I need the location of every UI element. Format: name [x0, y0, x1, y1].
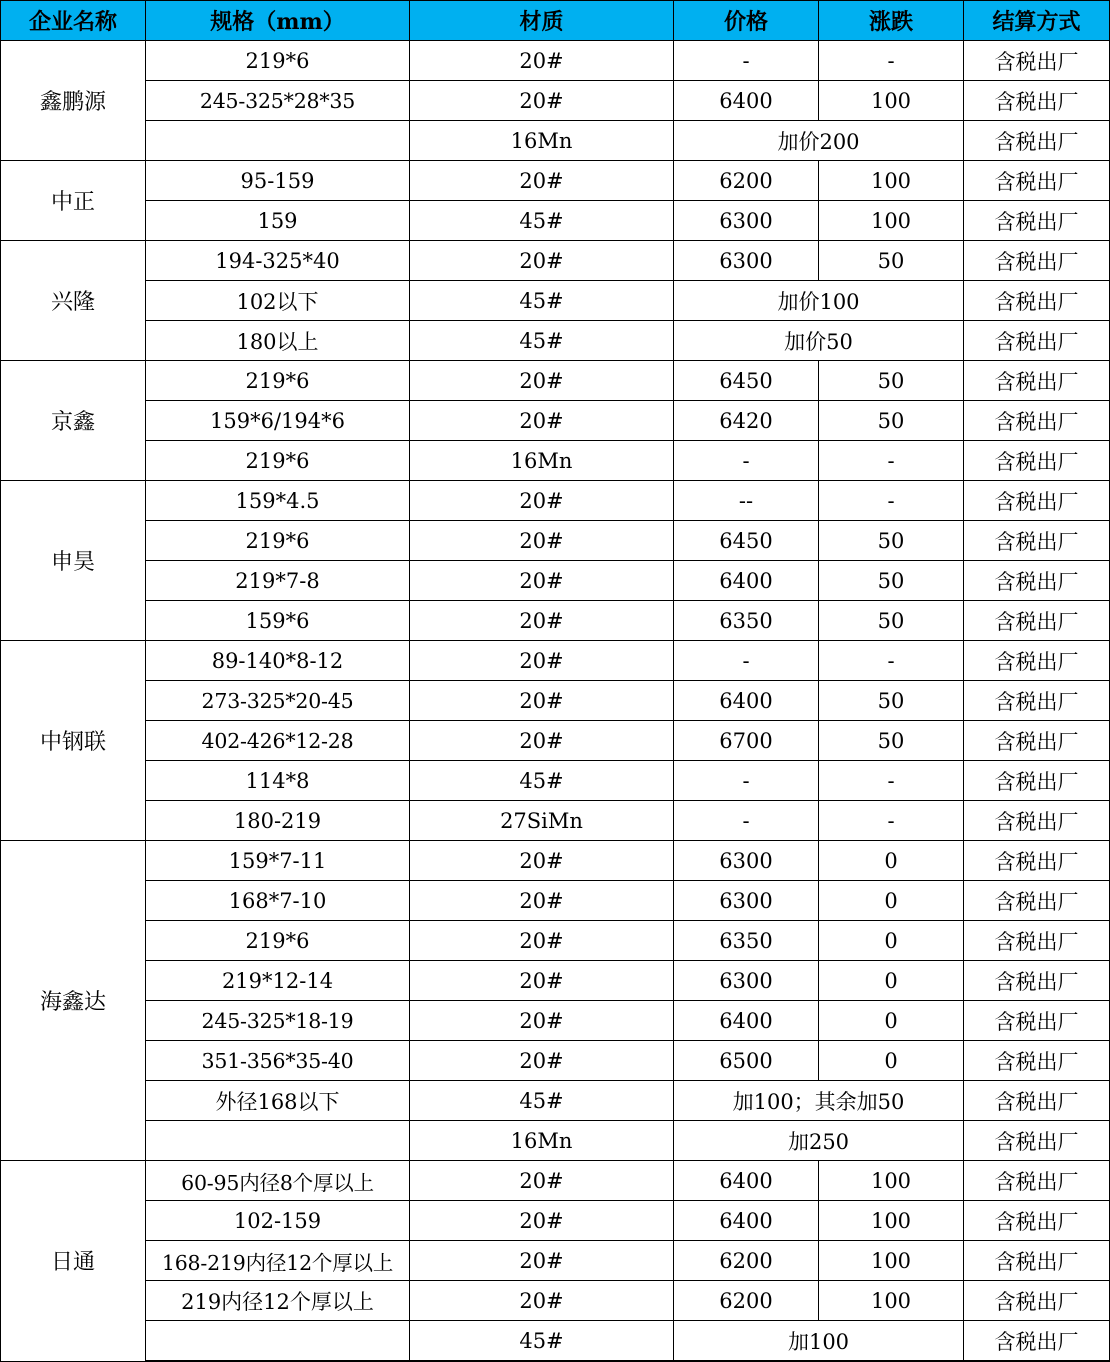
change-cell: 100	[819, 1201, 964, 1241]
spec-cell: 159*4.5	[146, 481, 410, 521]
material-cell: 20#	[410, 921, 674, 961]
header-price: 价格	[674, 1, 819, 41]
change-cell: -	[819, 481, 964, 521]
material-cell: 16Mn	[410, 441, 674, 481]
spec-cell: 219*6	[146, 41, 410, 81]
material-cell: 20#	[410, 241, 674, 281]
settlement-cell: 含税出厂	[964, 681, 1110, 721]
settlement-cell: 含税出厂	[964, 721, 1110, 761]
material-cell: 20#	[410, 601, 674, 641]
settlement-cell: 含税出厂	[964, 881, 1110, 921]
price-cell: 6300	[674, 241, 819, 281]
price-cell: 6500	[674, 1041, 819, 1081]
table-row	[1, 1241, 1110, 1281]
table-row	[1, 441, 1110, 481]
settlement-cell: 含税出厂	[964, 201, 1110, 241]
material-cell: 20#	[410, 961, 674, 1001]
material-cell: 20#	[410, 561, 674, 601]
spec-cell: 外径168以下	[146, 1081, 410, 1121]
price-cell: 6300	[674, 841, 819, 881]
table-row	[1, 321, 1110, 361]
spec-cell: 102以下	[146, 281, 410, 321]
material-cell: 27SiMn	[410, 801, 674, 841]
change-cell: -	[819, 801, 964, 841]
spec-cell: 402-426*12-28	[146, 721, 410, 761]
change-cell: -	[819, 761, 964, 801]
price-cell: -	[674, 801, 819, 841]
price-cell: 6400	[674, 81, 819, 121]
material-cell: 16Mn	[410, 121, 674, 161]
price-cell: 6300	[674, 881, 819, 921]
spec-cell: 89-140*8-12	[146, 641, 410, 681]
spec-cell: 60-95内径8个厚以上	[146, 1161, 410, 1201]
spec-cell: 168*7-10	[146, 881, 410, 921]
table-row	[1, 121, 1110, 161]
settlement-cell: 含税出厂	[964, 161, 1110, 201]
settlement-cell: 含税出厂	[964, 441, 1110, 481]
change-cell: 50	[819, 561, 964, 601]
table-row	[1, 1161, 1110, 1201]
price-cell: 6400	[674, 681, 819, 721]
spec-cell: 219*7-8	[146, 561, 410, 601]
settlement-cell: 含税出厂	[964, 1201, 1110, 1241]
table-row	[1, 361, 1110, 401]
header-material: 材质	[410, 1, 674, 41]
spec-cell: 219*6	[146, 361, 410, 401]
spec-cell: 180-219	[146, 801, 410, 841]
spec-cell: 219*6	[146, 441, 410, 481]
change-cell: 50	[819, 241, 964, 281]
material-cell: 20#	[410, 41, 674, 81]
material-cell: 45#	[410, 201, 674, 241]
price-note-cell: 加100	[674, 1321, 964, 1362]
spec-cell	[146, 121, 410, 161]
settlement-cell: 含税出厂	[964, 921, 1110, 961]
spec-cell: 194-325*40	[146, 241, 410, 281]
change-cell: 0	[819, 841, 964, 881]
change-cell: 0	[819, 1001, 964, 1041]
spec-cell: 159*7-11	[146, 841, 410, 881]
change-cell: -	[819, 641, 964, 681]
price-note-cell: 加价100	[674, 281, 964, 321]
settlement-cell: 含税出厂	[964, 561, 1110, 601]
change-cell: -	[819, 441, 964, 481]
material-cell: 20#	[410, 521, 674, 561]
material-cell: 45#	[410, 281, 674, 321]
table-row	[1, 881, 1110, 921]
table-row	[1, 841, 1110, 881]
change-cell: 100	[819, 1241, 964, 1281]
table-row	[1, 921, 1110, 961]
spec-cell: 102-159	[146, 1201, 410, 1241]
price-cell: 6350	[674, 601, 819, 641]
change-cell: 0	[819, 961, 964, 1001]
spec-cell: 245-325*18-19	[146, 1001, 410, 1041]
price-cell: 6400	[674, 1161, 819, 1201]
spec-cell: 159*6	[146, 601, 410, 641]
company-name-cell: 申昊	[1, 481, 146, 641]
change-cell: 50	[819, 601, 964, 641]
table-row	[1, 761, 1110, 801]
table-row	[1, 1281, 1110, 1321]
table-row	[1, 241, 1110, 281]
company-name-cell: 中正	[1, 161, 146, 241]
table-row	[1, 681, 1110, 721]
spec-cell: 95-159	[146, 161, 410, 201]
settlement-cell: 含税出厂	[964, 41, 1110, 81]
settlement-cell: 含税出厂	[964, 241, 1110, 281]
table-row	[1, 801, 1110, 841]
settlement-cell: 含税出厂	[964, 601, 1110, 641]
settlement-cell: 含税出厂	[964, 1281, 1110, 1321]
spec-cell: 219内径12个厚以上	[146, 1281, 410, 1321]
spec-cell: 168-219内径12个厚以上	[146, 1241, 410, 1281]
price-note-cell: 加250	[674, 1121, 964, 1161]
settlement-cell: 含税出厂	[964, 321, 1110, 361]
material-cell: 20#	[410, 881, 674, 921]
header-row	[1, 1, 1110, 41]
company-name-cell: 中钢联	[1, 641, 146, 841]
settlement-cell: 含税出厂	[964, 521, 1110, 561]
table-row	[1, 641, 1110, 681]
change-cell: 100	[819, 1161, 964, 1201]
material-cell: 20#	[410, 1241, 674, 1281]
settlement-cell: 含税出厂	[964, 1081, 1110, 1121]
change-cell: 50	[819, 681, 964, 721]
price-cell: 6420	[674, 401, 819, 441]
change-cell: 50	[819, 401, 964, 441]
material-cell: 20#	[410, 841, 674, 881]
settlement-cell: 含税出厂	[964, 1001, 1110, 1041]
table-row	[1, 601, 1110, 641]
material-cell: 20#	[410, 361, 674, 401]
table-row	[1, 201, 1110, 241]
table-row	[1, 1041, 1110, 1081]
price-cell: -	[674, 761, 819, 801]
price-cell: 6450	[674, 521, 819, 561]
change-cell: 0	[819, 921, 964, 961]
price-cell: 6200	[674, 161, 819, 201]
price-cell: 6400	[674, 561, 819, 601]
table-row	[1, 1121, 1110, 1161]
table-row	[1, 401, 1110, 441]
price-note-cell: 加价200	[674, 121, 964, 161]
table-row	[1, 561, 1110, 601]
company-name-cell: 海鑫达	[1, 841, 146, 1161]
spec-cell	[146, 1121, 410, 1161]
settlement-cell: 含税出厂	[964, 1041, 1110, 1081]
company-name-cell: 鑫鹏源	[1, 41, 146, 161]
material-cell: 20#	[410, 1041, 674, 1081]
material-cell: 20#	[410, 401, 674, 441]
spec-cell: 180以上	[146, 321, 410, 361]
price-cell: -	[674, 41, 819, 81]
material-cell: 45#	[410, 761, 674, 801]
price-cell: 6350	[674, 921, 819, 961]
price-cell: -	[674, 441, 819, 481]
company-name-cell: 日通	[1, 1161, 146, 1362]
spec-cell	[146, 1321, 410, 1362]
settlement-cell: 含税出厂	[964, 81, 1110, 121]
price-cell: --	[674, 481, 819, 521]
spec-cell: 273-325*20-45	[146, 681, 410, 721]
settlement-cell: 含税出厂	[964, 481, 1110, 521]
price-cell: 6300	[674, 201, 819, 241]
price-cell: 6450	[674, 361, 819, 401]
table-row	[1, 961, 1110, 1001]
price-cell: -	[674, 641, 819, 681]
settlement-cell: 含税出厂	[964, 1321, 1110, 1362]
price-cell: 6200	[674, 1281, 819, 1321]
change-cell: -	[819, 41, 964, 81]
material-cell: 20#	[410, 161, 674, 201]
table-row	[1, 1081, 1110, 1121]
settlement-cell: 含税出厂	[964, 761, 1110, 801]
settlement-cell: 含税出厂	[964, 1241, 1110, 1281]
header-settlement: 结算方式	[964, 1, 1110, 41]
spec-cell: 159	[146, 201, 410, 241]
material-cell: 20#	[410, 1001, 674, 1041]
change-cell: 100	[819, 1281, 964, 1321]
spec-cell: 114*8	[146, 761, 410, 801]
spec-cell: 351-356*35-40	[146, 1041, 410, 1081]
spec-cell: 245-325*28*35	[146, 81, 410, 121]
material-cell: 20#	[410, 1161, 674, 1201]
material-cell: 16Mn	[410, 1121, 674, 1161]
change-cell: 100	[819, 201, 964, 241]
change-cell: 50	[819, 721, 964, 761]
price-cell: 6400	[674, 1201, 819, 1241]
header-company: 企业名称	[1, 1, 146, 41]
price-note-cell: 加100；其余加50	[674, 1081, 964, 1121]
table-row	[1, 1001, 1110, 1041]
settlement-cell: 含税出厂	[964, 961, 1110, 1001]
company-name-cell: 京鑫	[1, 361, 146, 481]
price-cell: 6300	[674, 961, 819, 1001]
change-cell: 50	[819, 521, 964, 561]
change-cell: 0	[819, 1041, 964, 1081]
table-row	[1, 481, 1110, 521]
price-cell: 6200	[674, 1241, 819, 1281]
price-cell: 6700	[674, 721, 819, 761]
settlement-cell: 含税出厂	[964, 281, 1110, 321]
spec-cell: 159*6/194*6	[146, 401, 410, 441]
table-row	[1, 161, 1110, 201]
settlement-cell: 含税出厂	[964, 1161, 1110, 1201]
spec-cell: 219*6	[146, 921, 410, 961]
header-change: 涨跌	[819, 1, 964, 41]
settlement-cell: 含税出厂	[964, 841, 1110, 881]
material-cell: 45#	[410, 321, 674, 361]
settlement-cell: 含税出厂	[964, 1121, 1110, 1161]
settlement-cell: 含税出厂	[964, 361, 1110, 401]
material-cell: 20#	[410, 681, 674, 721]
table-row	[1, 1201, 1110, 1241]
price-cell: 6400	[674, 1001, 819, 1041]
change-cell: 100	[819, 81, 964, 121]
spec-cell: 219*12-14	[146, 961, 410, 1001]
material-cell: 20#	[410, 481, 674, 521]
settlement-cell: 含税出厂	[964, 401, 1110, 441]
material-cell: 45#	[410, 1081, 674, 1121]
material-cell: 20#	[410, 721, 674, 761]
table-row	[1, 81, 1110, 121]
table-body	[1, 41, 1110, 1362]
material-cell: 20#	[410, 1201, 674, 1241]
material-cell: 45#	[410, 1321, 674, 1362]
table-row	[1, 721, 1110, 761]
change-cell: 50	[819, 361, 964, 401]
settlement-cell: 含税出厂	[964, 801, 1110, 841]
table-row	[1, 41, 1110, 81]
company-name-cell: 兴隆	[1, 241, 146, 361]
settlement-cell: 含税出厂	[964, 641, 1110, 681]
settlement-cell: 含税出厂	[964, 121, 1110, 161]
spec-cell: 219*6	[146, 521, 410, 561]
header-spec: 规格（mm）	[146, 1, 410, 41]
price-note-cell: 加价50	[674, 321, 964, 361]
table-row	[1, 1321, 1110, 1362]
table-row	[1, 521, 1110, 561]
material-cell: 20#	[410, 641, 674, 681]
material-cell: 20#	[410, 81, 674, 121]
change-cell: 100	[819, 161, 964, 201]
change-cell: 0	[819, 881, 964, 921]
table-row	[1, 281, 1110, 321]
table-header	[1, 1, 1110, 41]
material-cell: 20#	[410, 1281, 674, 1321]
